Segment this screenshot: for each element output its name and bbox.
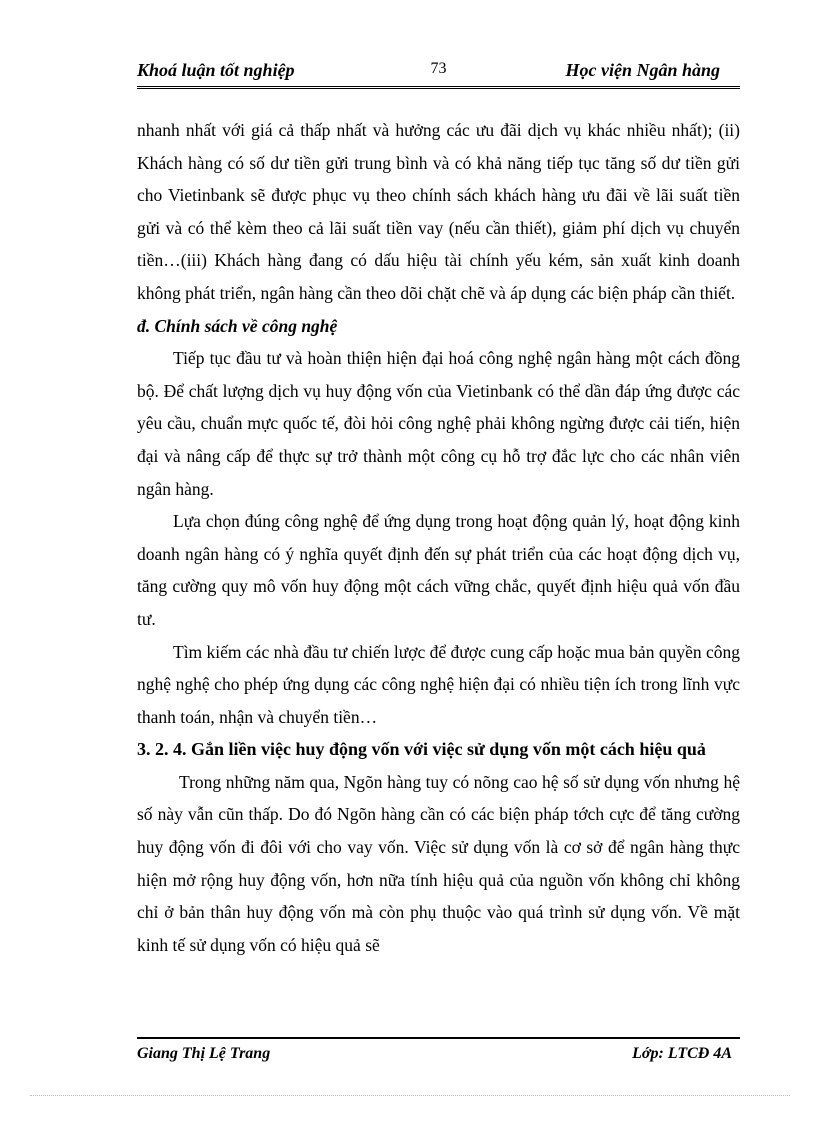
page-number: 73 — [430, 60, 447, 77]
paragraph-capital-usage: Trong những năm qua, Ngõn hàng tuy có nõng cao hệ số sử dụng vốn nhưng hệ số này vẫn cũn thấp. Do đó Ngõn hàng cần có các biện pháp tớch cực để tăng cường huy động vốn đi đôi với cho vay vốn. Việc sử dụng vốn là cơ sở để ngân hàng thực hiện mở rộng huy động vốn, hơn nữa tính hiệu quả của nguồn vốn không chỉ không chỉ ở bản thân huy động vốn mà còn phụ thuộc vào quá trình sử dụng vốn. Về mặt kinh tế sử dụng vốn có hiệu quả sẽ — [137, 771, 740, 955]
page-header — [137, 58, 740, 89]
paragraph-technology-modernization: Tiếp tục đầu tư và hoàn thiện hiện đại hoá công nghệ ngân hàng một cách đồng bộ. Để chất lượng dịch vụ huy động vốn của Vietinbank có thể dần đáp ứng được các yêu cầu, chuẩn mực quốc tế, đòi hỏi công nghệ phải không ngừng được cải tiến, hiện đại và nâng cấp để thực sự trở thành một công cụ hỗ trợ đắc lực cho các nhân viên ngân hàng. — [137, 348, 740, 499]
footer-author: Giang Thị Lệ Trang — [137, 1045, 271, 1062]
paragraph-technology-selection: Lựa chọn đúng công nghệ để ứng dụng trong hoạt động quản lý, hoạt động kinh doanh ngân hàng có ý nghĩa quyết định đến sự phát triển của các hoạt động dịch vụ, tăng cường quy mô vốn huy động một cách vững chắc, quyết định hiệu quả vốn đầu tư. — [137, 511, 740, 629]
header-institution: Học viện Ngân hàng — [565, 60, 720, 80]
section-heading-3-2-4: 3. 2. 4. Gắn liền việc huy động vốn với việc sử dụng vốn một cách hiệu quả — [137, 739, 706, 760]
subheading-technology-policy: đ. Chính sách về công nghệ — [137, 315, 338, 336]
footer-class: Lớp: LTCĐ 4A — [632, 1045, 732, 1062]
paragraph-strategic-investors: Tìm kiếm các nhà đầu tư chiến lược để được cung cấp hoặc mua bản quyền công nghệ nghệ cho phép ứng dụng các công nghệ hiện đại có nhiều tiện ích trong lĩnh vực thanh toán, nhận và chuyển tiền… — [137, 641, 740, 727]
paragraph-customer-policy: nhanh nhất với giá cả thấp nhất và hưởng các ưu đãi dịch vụ khác nhiều nhất); (ii) Khách hàng có số dư tiền gửi trung bình và có khả năng tiếp tục tăng số dư tiền gửi cho Vietinbank sẽ được phục vụ theo chính sách khách hàng ưu đãi về lãi suất tiền gửi và có thể kèm theo cả lãi suất tiền vay (nếu cần thiết), giảm phí dịch vụ chuyển tiền…(iii) Khách hàng đang có dấu hiệu tài chính yếu kém, sản xuất kinh doanh không phát triển, ngân hàng cần theo dõi chặt chẽ và áp dụng các biện pháp cần thiết. — [137, 120, 740, 303]
page-body — [137, 114, 740, 961]
page-edge-divider — [30, 1095, 790, 1096]
page-footer — [137, 1037, 740, 1062]
header-thesis-title: Khoá luận tốt nghiệp — [137, 60, 295, 80]
